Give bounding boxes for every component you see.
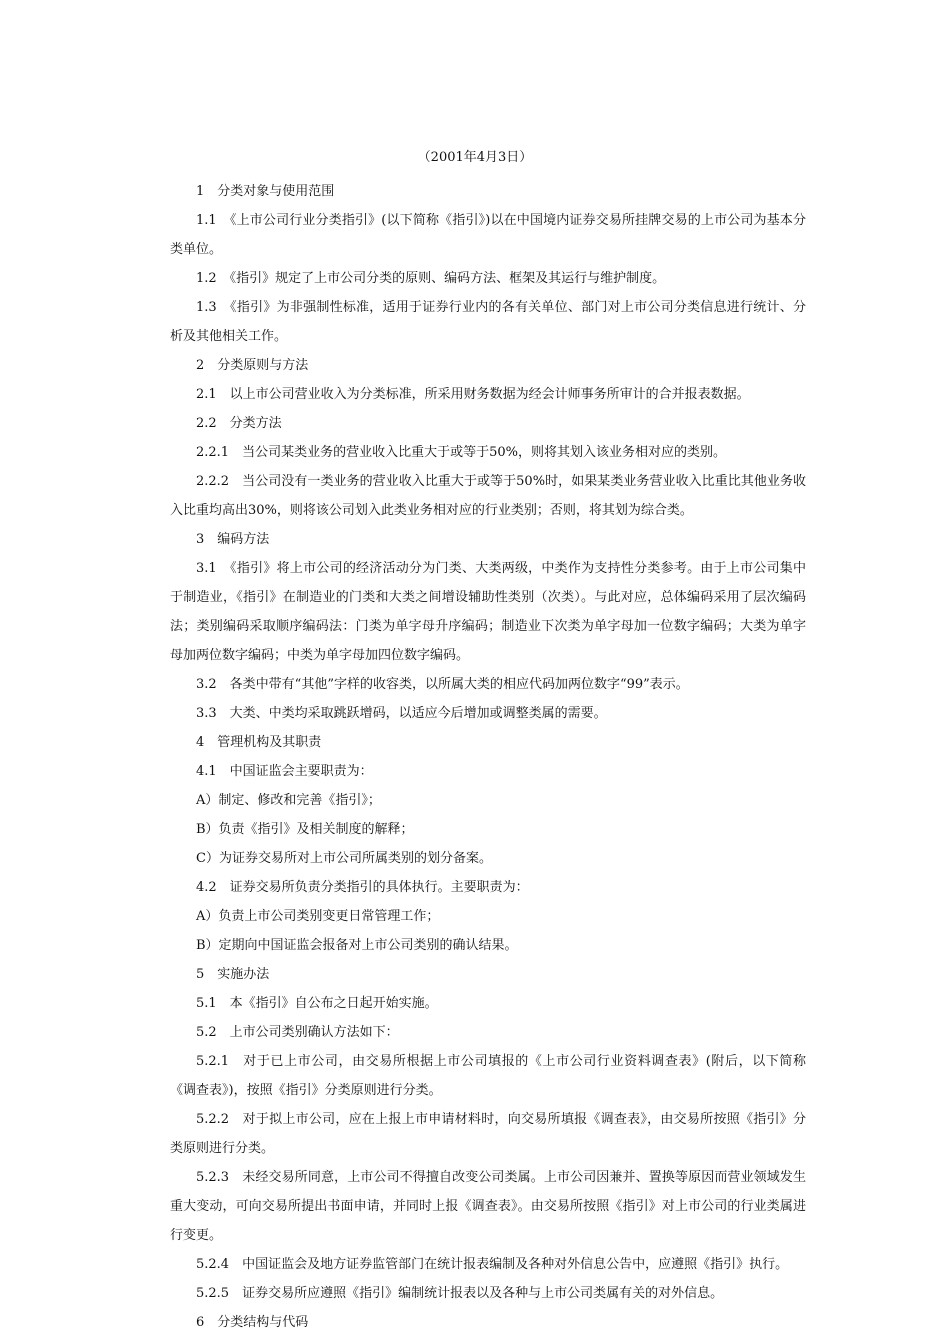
paragraph: 5.2.3 未经交易所同意，上市公司不得擅自改变公司类属。上市公司因兼并、置换等原因而营业领域发生重大变动，可向交易所提出书面申请，并同时上报《调查表》。由交易所按照《指引》对上市公司的行业类属进行变更。 — [170, 1170, 806, 1243]
paragraph: 5.2.2 对于拟上市公司，应在上报上市申请材料时，向交易所填报《调查表》，由交易所按照《指引》分类原则进行分类。 — [170, 1112, 806, 1156]
list-item: A）制定、修改和完善《指引》； — [196, 793, 381, 808]
paragraph: 2.2.1 当公司某类业务的营业收入比重大于或等于50%，则将其划入该业务相对应的类别。 — [196, 445, 726, 460]
paragraph: 1.2 《指引》规定了上市公司分类的原则、编码方法、框架及其运行与维护制度。 — [196, 271, 666, 286]
section-heading: 6 分类结构与代码 — [196, 1315, 309, 1330]
paragraph: 1.3 《指引》为非强制性标准，适用于证券行业内的各有关单位、部门对上市公司分类信息进行统计、分析及其他相关工作。 — [170, 300, 806, 344]
section-heading: 1 分类对象与使用范围 — [196, 184, 335, 199]
paragraph: 3.3 大类、中类均采取跳跃增码，以适应今后增加或调整类属的需要。 — [196, 706, 607, 721]
paragraph: 4.1 中国证监会主要职责为： — [196, 764, 373, 779]
paragraph: 3.2 各类中带有“其他”字样的收容类，以所属大类的相应代码加两位数字“99”表示。 — [196, 677, 689, 692]
paragraph: 5.2.4 中国证监会及地方证券监管部门在统计报表编制及各种对外信息公告中，应遵照《指引》执行。 — [196, 1257, 789, 1272]
paragraph: 5.1 本《指引》自公布之日起开始实施。 — [196, 996, 438, 1011]
paragraph: 5.2.1 对于已上市公司，由交易所根据上市公司填报的《上市公司行业资料调查表》(附后，以下简称《调查表》)，按照《指引》分类原则进行分类。 — [170, 1054, 806, 1098]
section-heading: 5 实施办法 — [196, 967, 270, 982]
list-item: C）为证券交易所对上市公司所属类别的划分备案。 — [196, 851, 492, 866]
section-heading: 4 管理机构及其职责 — [196, 735, 322, 750]
paragraph: 1.1 《上市公司行业分类指引》(以下简称《指引》)以在中国境内证券交易所挂牌交易的上市公司为基本分类单位。 — [170, 213, 806, 257]
section-heading: 2 分类原则与方法 — [196, 358, 309, 373]
paragraph: 2.2.2 当公司没有一类业务的营业收入比重大于或等于50%时，如果某类业务营业收入比重比其他业务收入比重均高出30%，则将该公司划入此类业务相对应的行业类别；否则，将其划为综合类。 — [170, 474, 806, 518]
paragraph: 4.2 证券交易所负责分类指引的具体执行。主要职责为： — [196, 880, 529, 895]
list-item: A）负责上市公司类别变更日常管理工作； — [196, 909, 440, 924]
document-date: （2001年4月3日） — [417, 150, 533, 165]
paragraph: 2.1 以上市公司营业收入为分类标准，所采用财务数据为经会计师事务所审计的合并报表数据。 — [196, 387, 750, 402]
paragraph: 2.2 分类方法 — [196, 416, 282, 431]
section-heading: 3 编码方法 — [196, 532, 270, 547]
list-item: B）负责《指引》及相关制度的解释； — [196, 822, 414, 837]
paragraph: 3.1 《指引》将上市公司的经济活动分为门类、大类两级，中类作为支持性分类参考。由于上市公司集中于制造业，《指引》在制造业的门类和大类之间增设辅助性类别（次类）。与此对应，总体编码采用了层次编码法；类别编码采取顺序编码法：门类为单字母升序编码；制造业下次类为单字母加一位数字编码；大类为单字母加两位数字编码；中类为单字母加四位数字编码。 — [170, 561, 806, 663]
paragraph: 5.2 上市公司类别确认方法如下： — [196, 1025, 399, 1040]
paragraph: 5.2.5 证券交易所应遵照《指引》编制统计报表以及各种与上市公司类属有关的对外信息。 — [196, 1286, 724, 1301]
document-body — [170, 177, 806, 1337]
list-item: B）定期向中国证监会报备对上市公司类别的确认结果。 — [196, 938, 518, 953]
